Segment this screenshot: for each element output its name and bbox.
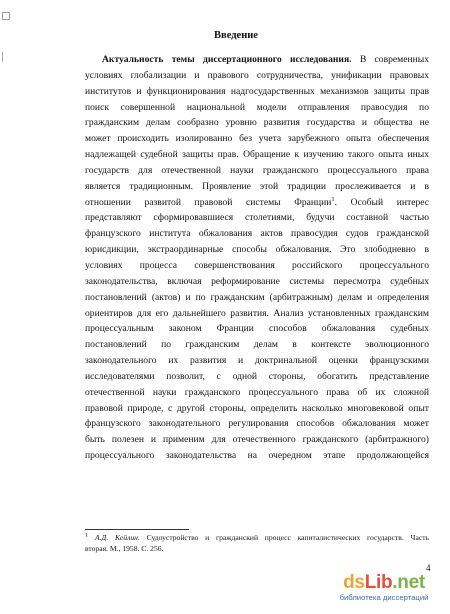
paragraph-line: процессуальным законом Франции способов обжалования судебных	[85, 323, 429, 335]
watermark-subtitle: библиотека диссертаций	[339, 593, 429, 602]
footnote-text: Судоустройство и гражданский процесс капиталистических государств. Часть	[139, 533, 429, 542]
lead-rest: В современных	[351, 54, 429, 65]
body-text	[85, 52, 429, 464]
scan-mark	[2, 12, 10, 20]
paragraph-line: законодательного их развития и доктринальной оценки французскими	[85, 355, 429, 367]
paragraph-line: институтов и функционирования надгосударственных механизмов защиты прав	[85, 85, 429, 97]
paragraph-line: постановлений (актов) и по гражданским (арбитражным) делам и определения	[85, 291, 429, 303]
footnote-author: А.Д. Кейлин.	[95, 533, 140, 542]
paragraph-line: условиях глобализации и правового сотрудничества, унификации правовых	[85, 69, 429, 81]
paragraph-line: ориентиров для его дальнейшего развития. Анализ установленных гражданским	[85, 307, 429, 319]
footnote-divider	[85, 529, 189, 530]
paragraph-line: правовой природе, с другой стороны, определить насколько многовековой опыт	[85, 402, 429, 414]
paragraph-line	[85, 195, 429, 211]
section-heading: Введение	[214, 30, 258, 41]
paragraph-line: отечественной науки гражданского процессуального права об их сложной	[85, 386, 429, 398]
france-text-rest: . Особый интерес	[334, 196, 429, 208]
paragraph-line: является традиционным. Проявление этой традиции прослеживается и в	[85, 180, 429, 192]
footnote-line	[85, 533, 429, 544]
paragraph-line	[85, 52, 429, 68]
watermark-logo: dsLib.net	[343, 572, 425, 593]
paragraph-line: французского законодательного регулирования способов обжалования может	[85, 418, 429, 430]
paragraph-line: процессуального законодательства на очередном этапе продолжающейся	[85, 450, 429, 462]
scan-artifact	[2, 52, 3, 62]
footnote-line: вторая. М., 1958. С. 256.	[85, 543, 164, 553]
paragraph-line: исследователями позволит, с одной стороны, обогатить представление	[85, 370, 429, 382]
paragraph-line: надлежащей судебной защиты прав. Обращение к изучению такого опыта иных	[85, 149, 429, 161]
lead-phrase: Актуальность темы диссертационного исследования.	[102, 54, 352, 65]
paragraph-line: поиск совершенной национальной модели отправления правосудия по	[85, 101, 429, 113]
paragraph-line: условиях процесса совершенствования российского процессуального	[85, 259, 429, 271]
footnote-number: 1	[85, 533, 89, 539]
paragraph-line: юрисдикции, экстраординарные способы обжалования. Это злободневно в	[85, 244, 429, 256]
watermark	[320, 573, 448, 611]
france-text: отношении развитой правовой системы Франции	[85, 196, 332, 208]
paragraph-line: гражданским делам сообразно уровню развития государства и общества не	[85, 117, 429, 129]
paragraph-line: государств для отечественной науки гражданского процессуального права	[85, 164, 429, 176]
paragraph-line: быть полезен и применим для отечественного гражданского (арбитражного)	[85, 434, 429, 446]
paragraph-line: может происходить изолированно без учета зарубежного опыта обеспечения	[85, 133, 429, 145]
footnote	[85, 533, 429, 554]
page-number: 4	[426, 563, 431, 573]
paragraph-line: представляют сформировавшиеся столетиями, будучи составной частью	[85, 212, 429, 224]
footnote-reference[interactable]: 1	[331, 195, 335, 203]
paragraph-line: постановлений по гражданским делам в контексте эволюционного	[85, 339, 429, 351]
paragraph-line: французского института обжалования актов правосудия судов гражданской	[85, 228, 429, 240]
paragraph-line: законодательства, включая реформирование системы пересмотра судебных	[85, 275, 429, 287]
